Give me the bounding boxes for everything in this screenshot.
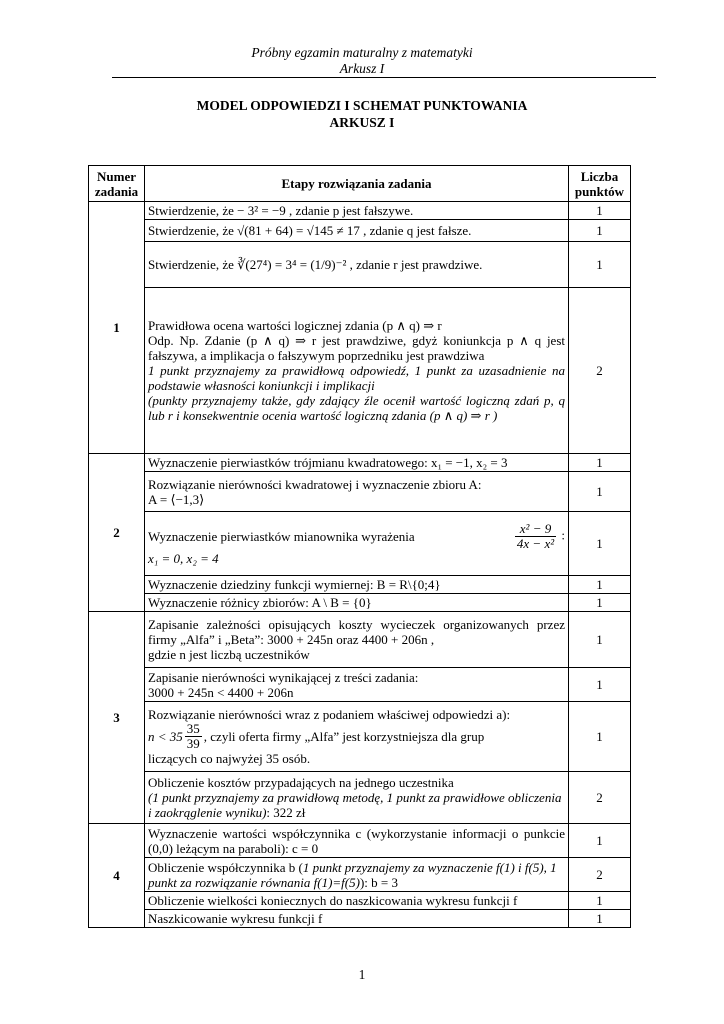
step-text: Stwierdzenie, że ∛(27⁴) = 3⁴ = (1/9)⁻² , zdanie r jest prawdziwe. bbox=[145, 242, 569, 288]
table-header-row bbox=[89, 166, 631, 202]
step-points: 1 bbox=[569, 220, 631, 242]
table-row bbox=[89, 910, 631, 928]
step-points: 2 bbox=[569, 772, 631, 824]
step-text: Stwierdzenie, że − 3² = −9 , zdanie p jest fałszywe. bbox=[145, 202, 569, 220]
page-number: 1 bbox=[358, 967, 366, 982]
step-text: Obliczenie współczynnika b ( bbox=[148, 859, 303, 875]
step-text: Naszkicowanie wykresu funkcji f bbox=[145, 910, 569, 928]
scoring-table bbox=[88, 165, 631, 928]
step-points: 2 bbox=[569, 288, 631, 454]
fraction-numerator: x² − 9 bbox=[515, 522, 556, 537]
step-result: A = ⟨−1,3⟩ bbox=[148, 491, 205, 507]
step-scoring-note: (punkty przyznajemy także, gdy zdający źle ocenił wartość logiczną zdań p, q lub r i konsekwentnie ocenia wartość logiczną zdania (p ∧ q) ⇒ r ) bbox=[148, 393, 565, 423]
step-scoring-note: (1 punkt przyznajemy za prawidłową metodę, 1 punkt za prawidłowe obliczenia i zaokrąglenie wyniku) bbox=[148, 790, 562, 820]
col-points: Liczba punktów bbox=[569, 166, 631, 202]
table-row bbox=[89, 512, 631, 576]
task-number: 2 bbox=[89, 454, 145, 612]
step-note: gdzie n jest liczbą uczestników bbox=[148, 647, 310, 662]
step-points: 1 bbox=[569, 824, 631, 858]
table-row bbox=[89, 220, 631, 242]
step-text-tail: : bbox=[558, 526, 565, 542]
fraction-numerator: 35 bbox=[186, 721, 200, 736]
step-points: 1 bbox=[569, 454, 631, 472]
step-text: Rozwiązanie nierówności wraz z podaniem właściwej odpowiedzi a): bbox=[148, 707, 511, 722]
table-row bbox=[89, 288, 631, 454]
step-scoring-note: 1 punkt przyznajemy za prawidłową odpowiedź, 1 punkt za uzasadnienie na podstawie własności koniunkcji i implikacji bbox=[148, 363, 565, 393]
step-text: Rozwiązanie nierówności kwadratowej i wyznaczenie zbioru A: bbox=[148, 476, 482, 492]
step-answer: Odp. Np. Zdanie (p ∧ q) ⇒ r jest prawdziwe, gdyż koniunkcja p ∧ q jest fałszywa, a implikacja o fałszywym poprzedniku jest prawdziwa bbox=[148, 333, 565, 363]
step-text: Wyznaczenie różnicy zbiorów: A \ B = {0} bbox=[145, 594, 569, 612]
table-row bbox=[89, 892, 631, 910]
table-row bbox=[89, 668, 631, 702]
step-points: 1 bbox=[569, 472, 631, 512]
step-points: 1 bbox=[569, 910, 631, 928]
step-points: 1 bbox=[569, 594, 631, 612]
step-cell bbox=[145, 512, 569, 576]
step-cell bbox=[145, 288, 569, 454]
table-row bbox=[89, 472, 631, 512]
table-row bbox=[89, 612, 631, 668]
doc-title: MODEL ODPOWIEDZI I SCHEMAT PUNKTOWANIA bbox=[196, 98, 528, 113]
step-points: 1 bbox=[569, 892, 631, 910]
step-cell bbox=[145, 612, 569, 668]
step-text: Prawidłowa ocena wartości logicznej zdania (p ∧ q) ⇒ r bbox=[148, 318, 442, 333]
col-number: Numer zadania bbox=[89, 166, 145, 202]
step-cell bbox=[145, 702, 569, 772]
step-result: x₁ = 0, x₂ = 4 bbox=[148, 550, 219, 566]
step-text: Wyznaczenie pierwiastków mianownika wyrażenia bbox=[148, 528, 415, 544]
step-text: Obliczenie kosztów przypadających na jednego uczestnika bbox=[148, 775, 454, 790]
table-row bbox=[89, 858, 631, 892]
table-row bbox=[89, 202, 631, 220]
step-points: 1 bbox=[569, 612, 631, 668]
step-text: Wyznaczenie wartości współczynnika c (wykorzystanie informacji o punkcie (0,0) leżącym na paraboli): c = 0 bbox=[145, 824, 569, 858]
step-cell bbox=[145, 668, 569, 702]
step-points: 1 bbox=[569, 202, 631, 220]
step-points: 1 bbox=[569, 242, 631, 288]
step-text: Wyznaczenie dziedziny funkcji wymiernej: B = R\{0;4} bbox=[145, 576, 569, 594]
task-number: 3 bbox=[89, 612, 145, 824]
step-text: Zapisanie zależności opisujących koszty wycieczek organizowanych przez firmy „Alfa” i „Beta”: 3000 + 245n oraz 4400 + 206n , bbox=[148, 617, 565, 647]
task-number: 1 bbox=[89, 202, 145, 454]
step-cell bbox=[145, 858, 569, 892]
step-text-tail: , czyli oferta firmy „Alfa” jest korzystniejsza dla grup bbox=[203, 729, 485, 744]
table-row bbox=[89, 454, 631, 472]
step-scoring-note: 1 punkt przyznajemy za wyznaczenie f(1) i f(5), 1 punkt za rozwiązanie równania f(1)=f(5) bbox=[148, 859, 557, 890]
exam-header-title: Próbny egzamin maturalny z matematyki bbox=[251, 45, 473, 60]
task-number: 4 bbox=[89, 824, 145, 928]
table-row bbox=[89, 576, 631, 594]
step-result: : 322 zł bbox=[266, 805, 306, 820]
step-text: Zapisanie nierówności wynikającej z treści zadania: bbox=[148, 669, 419, 685]
step-result: ): b = 3 bbox=[359, 874, 398, 890]
fraction bbox=[515, 522, 556, 551]
table-row bbox=[89, 594, 631, 612]
step-cell bbox=[145, 772, 569, 824]
table-row bbox=[89, 824, 631, 858]
step-inequality: n < 35 bbox=[148, 729, 183, 744]
col-steps: Etapy rozwiązania zadania bbox=[145, 166, 569, 202]
exam-header-sheet: Arkusz I bbox=[339, 61, 385, 76]
step-points: 2 bbox=[569, 858, 631, 892]
step-points: 1 bbox=[569, 668, 631, 702]
step-text: Stwierdzenie, że √(81 + 64) = √145 ≠ 17 , zdanie q jest fałsze. bbox=[145, 220, 569, 242]
fraction-denominator: 39 bbox=[186, 736, 200, 751]
step-cell bbox=[145, 472, 569, 512]
step-points: 1 bbox=[569, 702, 631, 772]
step-points: 1 bbox=[569, 512, 631, 576]
table-row bbox=[89, 242, 631, 288]
step-text: Wyznaczenie pierwiastków trójmianu kwadratowego: x₁ = −1, x₂ = 3 bbox=[145, 454, 569, 472]
header-divider bbox=[112, 77, 656, 78]
table-row bbox=[89, 772, 631, 824]
step-result: 3000 + 245n < 4400 + 206n bbox=[148, 684, 294, 700]
step-text-continued: liczących co najwyżej 35 osób. bbox=[148, 751, 311, 766]
step-text: Obliczenie wielkości koniecznych do naszkicowania wykresu funkcji f bbox=[145, 892, 569, 910]
table-row bbox=[89, 702, 631, 772]
doc-subtitle: ARKUSZ I bbox=[329, 115, 395, 130]
fraction bbox=[185, 722, 202, 751]
step-points: 1 bbox=[569, 576, 631, 594]
fraction-denominator: 4x − x² bbox=[516, 535, 555, 551]
